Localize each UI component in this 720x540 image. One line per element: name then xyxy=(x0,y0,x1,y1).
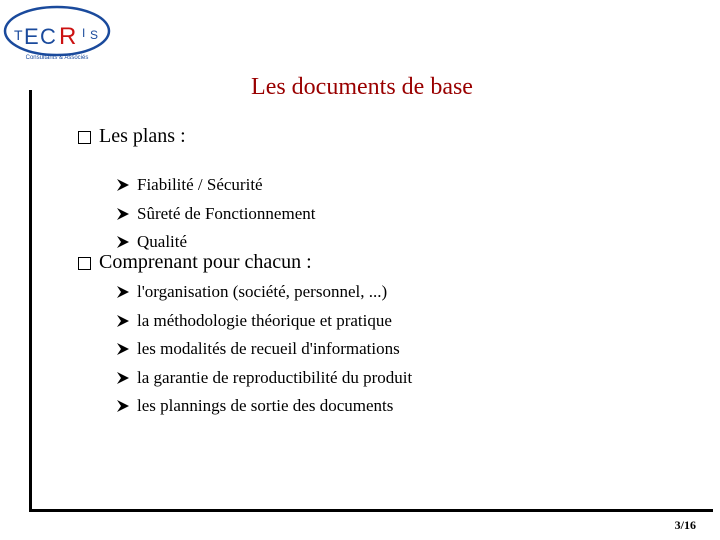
arrow-bullet-icon xyxy=(115,207,131,221)
section-plans xyxy=(78,124,186,148)
list-item-text: la garantie de reproductibilité du produit xyxy=(137,367,413,387)
logo-graphic xyxy=(2,3,112,61)
square-bullet-icon xyxy=(78,257,91,270)
arrow-bullet-icon xyxy=(115,285,131,299)
logo-letter-t: T xyxy=(14,27,23,43)
plans-list xyxy=(115,171,315,257)
slide-title xyxy=(0,74,720,101)
list-item-text: les plannings de sortie des documents xyxy=(137,396,394,415)
list-item xyxy=(115,278,412,307)
list-item xyxy=(115,171,315,200)
arrow-bullet-icon xyxy=(115,399,131,413)
list-item xyxy=(115,307,412,336)
frame-bottom-border xyxy=(29,509,713,512)
section-comprenant xyxy=(78,250,312,274)
logo-letter-r: R xyxy=(59,23,77,50)
logo-letter-e: E xyxy=(24,24,39,49)
list-item-text: la méthodologie théorique et pratique xyxy=(137,310,392,330)
section-heading: Comprenant pour chacun : xyxy=(99,251,312,273)
list-item-text: l'organisation (société, personnel, ...) xyxy=(137,282,388,301)
section-heading: Les plans : xyxy=(99,125,186,147)
arrow-bullet-icon xyxy=(115,314,131,328)
arrow-bullet-icon xyxy=(115,371,131,385)
logo-tagline: Consultants & Associés xyxy=(25,55,89,61)
arrow-bullet-icon xyxy=(115,178,131,192)
logo-letter-c: C xyxy=(40,24,56,49)
list-item-text: les modalités de recueil d'informations xyxy=(137,339,400,358)
list-item-text: Qualité xyxy=(137,232,188,251)
list-item xyxy=(115,364,412,393)
square-bullet-icon xyxy=(78,131,91,144)
slide-title-text: Les documents de base xyxy=(251,74,473,100)
arrow-bullet-icon xyxy=(115,342,131,356)
logo-letter-i: I xyxy=(82,26,86,40)
list-item xyxy=(115,392,412,421)
list-item xyxy=(115,200,315,229)
page-number: 3/16 xyxy=(674,518,696,532)
logo-letter-s: S xyxy=(90,28,99,42)
frame-left-border xyxy=(29,90,32,512)
list-item xyxy=(115,335,412,364)
list-item-text: Fiabilité / Sécurité xyxy=(137,175,263,194)
comprenant-list xyxy=(115,278,412,421)
list-item-text: Sûreté de Fonctionnement xyxy=(137,203,316,223)
tecris-logo xyxy=(2,3,112,61)
arrow-bullet-icon xyxy=(115,235,131,249)
